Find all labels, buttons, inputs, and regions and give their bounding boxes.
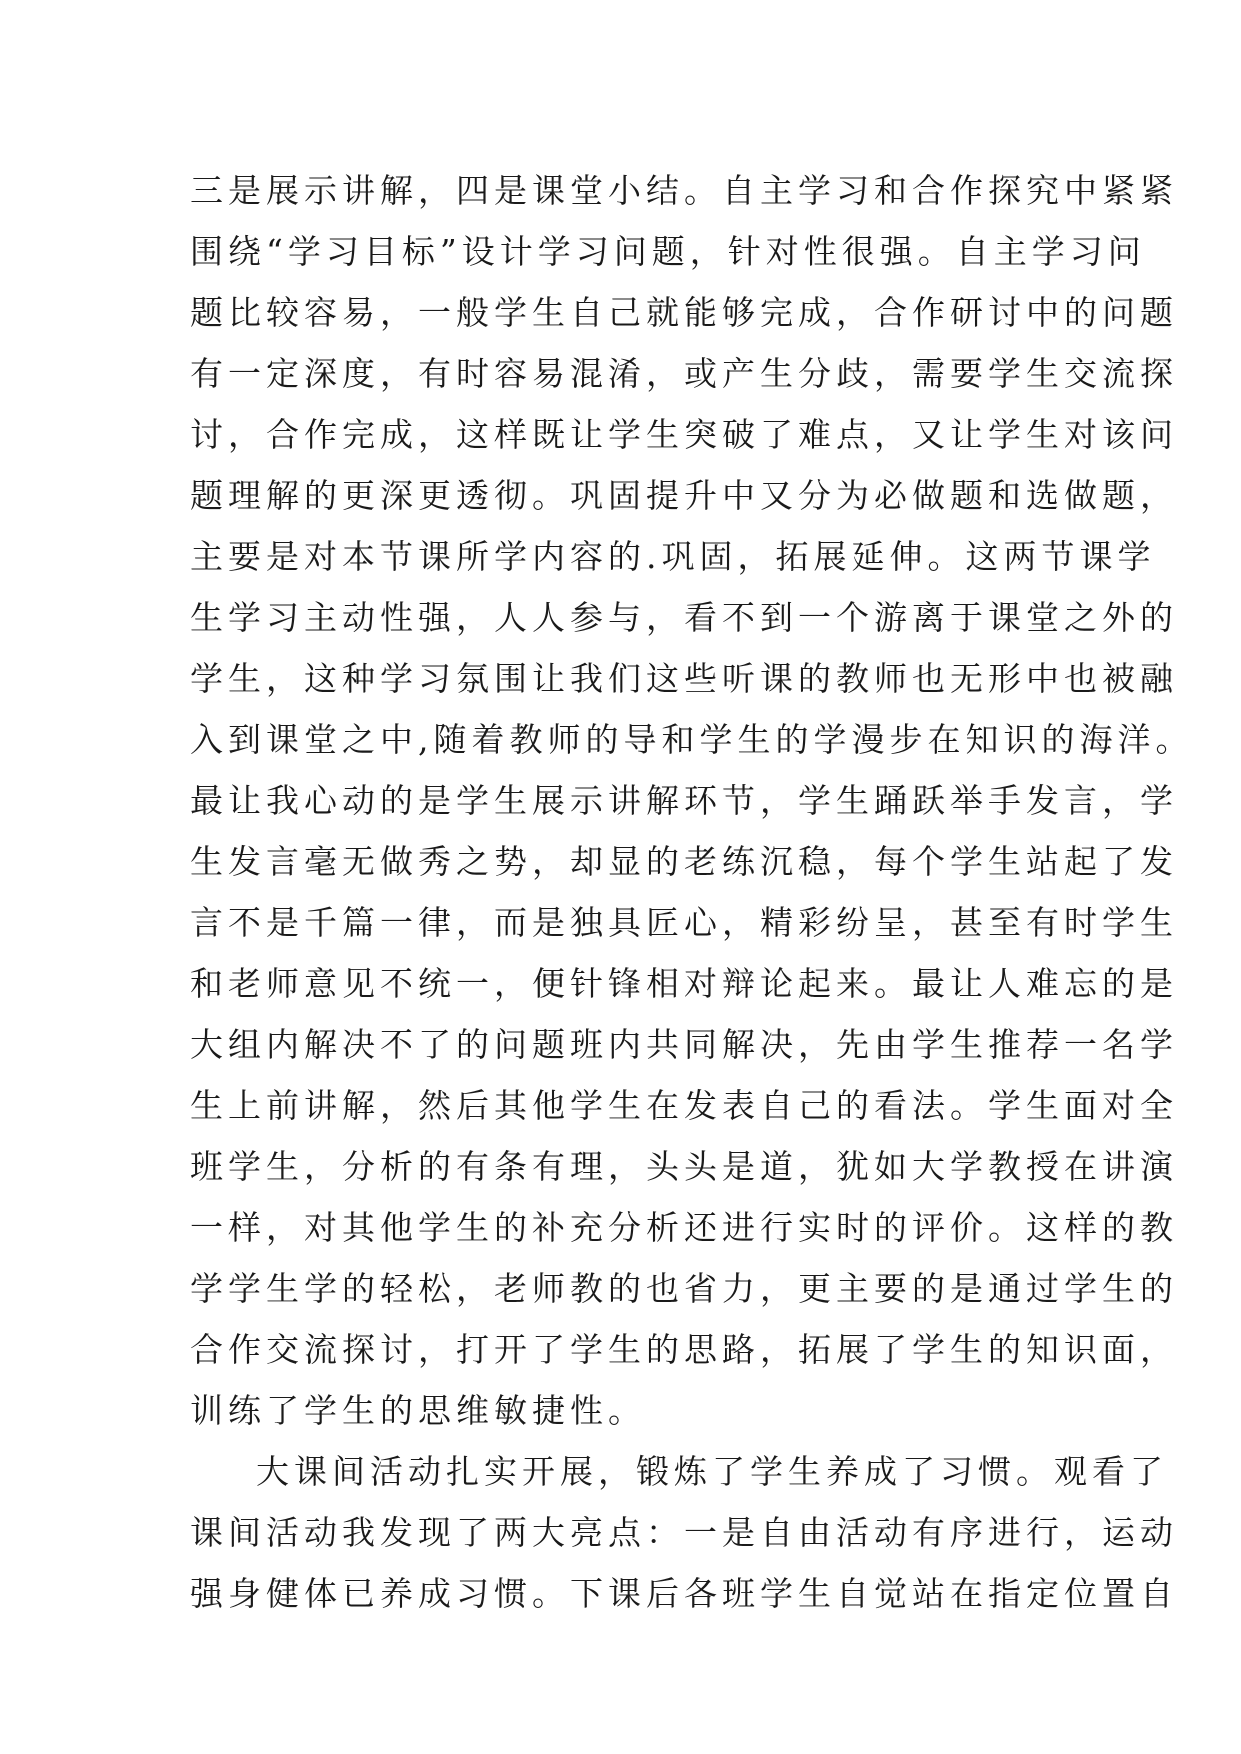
text-line: 生上前讲解，然后其他学生在发表自己的看法。学生面对全 bbox=[190, 1086, 1178, 1125]
text-line: 强身健体已养成习惯。下课后各班学生自觉站在指定位置自 bbox=[190, 1574, 1178, 1613]
text-line: 围绕“学习目标”设计学习问题，针对性很强。自主学习问 bbox=[190, 232, 1146, 271]
text-line: 学生，这种学习氛围让我们这些听课的教师也无形中也被融 bbox=[190, 659, 1178, 698]
text-line: 题比较容易，一般学生自己就能够完成，合作研讨中的问题 bbox=[190, 293, 1178, 332]
text-line: 讨，合作完成，这样既让学生突破了难点，又让学生对该问 bbox=[190, 415, 1178, 454]
text-line: 生学习主动性强，人人参与，看不到一个游离于课堂之外的 bbox=[190, 598, 1178, 637]
document-body bbox=[190, 160, 1194, 1624]
text-line: 入到课堂之中,随着教师的导和学生的学漫步在知识的海洋。 bbox=[190, 720, 1194, 759]
text-line: 题理解的更深更透彻。巩固提升中又分为必做题和选做题， bbox=[190, 476, 1178, 515]
text-line: 一样，对其他学生的补充分析还进行实时的评价。这样的教 bbox=[190, 1208, 1178, 1247]
text-line: 大课间活动扎实开展，锻炼了学生养成了习惯。观看了 bbox=[256, 1452, 1168, 1491]
text-line: 最让我心动的是学生展示讲解环节，学生踊跃举手发言，学 bbox=[190, 781, 1178, 820]
text-line: 班学生，分析的有条有理，头头是道，犹如大学教授在讲演 bbox=[190, 1147, 1178, 1186]
text-line: 合作交流探讨，打开了学生的思路，拓展了学生的知识面， bbox=[190, 1330, 1178, 1369]
text-line: 训练了学生的思维敏捷性。 bbox=[190, 1391, 646, 1430]
text-line: 三是展示讲解，四是课堂小结。自主学习和合作探究中紧紧 bbox=[190, 171, 1178, 210]
text-line: 言不是千篇一律，而是独具匠心，精彩纷呈，甚至有时学生 bbox=[190, 903, 1178, 942]
paragraph-1 bbox=[190, 160, 1194, 1441]
text-line: 学学生学的轻松，老师教的也省力，更主要的是通过学生的 bbox=[190, 1269, 1178, 1308]
text-line: 有一定深度，有时容易混淆，或产生分歧，需要学生交流探 bbox=[190, 354, 1178, 393]
text-line: 大组内解决不了的问题班内共同解决，先由学生推荐一名学 bbox=[190, 1025, 1178, 1064]
text-line: 和老师意见不统一，便针锋相对辩论起来。最让人难忘的是 bbox=[190, 964, 1178, 1003]
paragraph-2 bbox=[190, 1441, 1178, 1624]
text-line: 生发言毫无做秀之势，却显的老练沉稳，每个学生站起了发 bbox=[190, 842, 1178, 881]
text-line: 课间活动我发现了两大亮点：一是自由活动有序进行，运动 bbox=[190, 1513, 1178, 1552]
text-line: 主要是对本节课所学内容的.巩固，拓展延伸。这两节课学 bbox=[190, 537, 1156, 576]
